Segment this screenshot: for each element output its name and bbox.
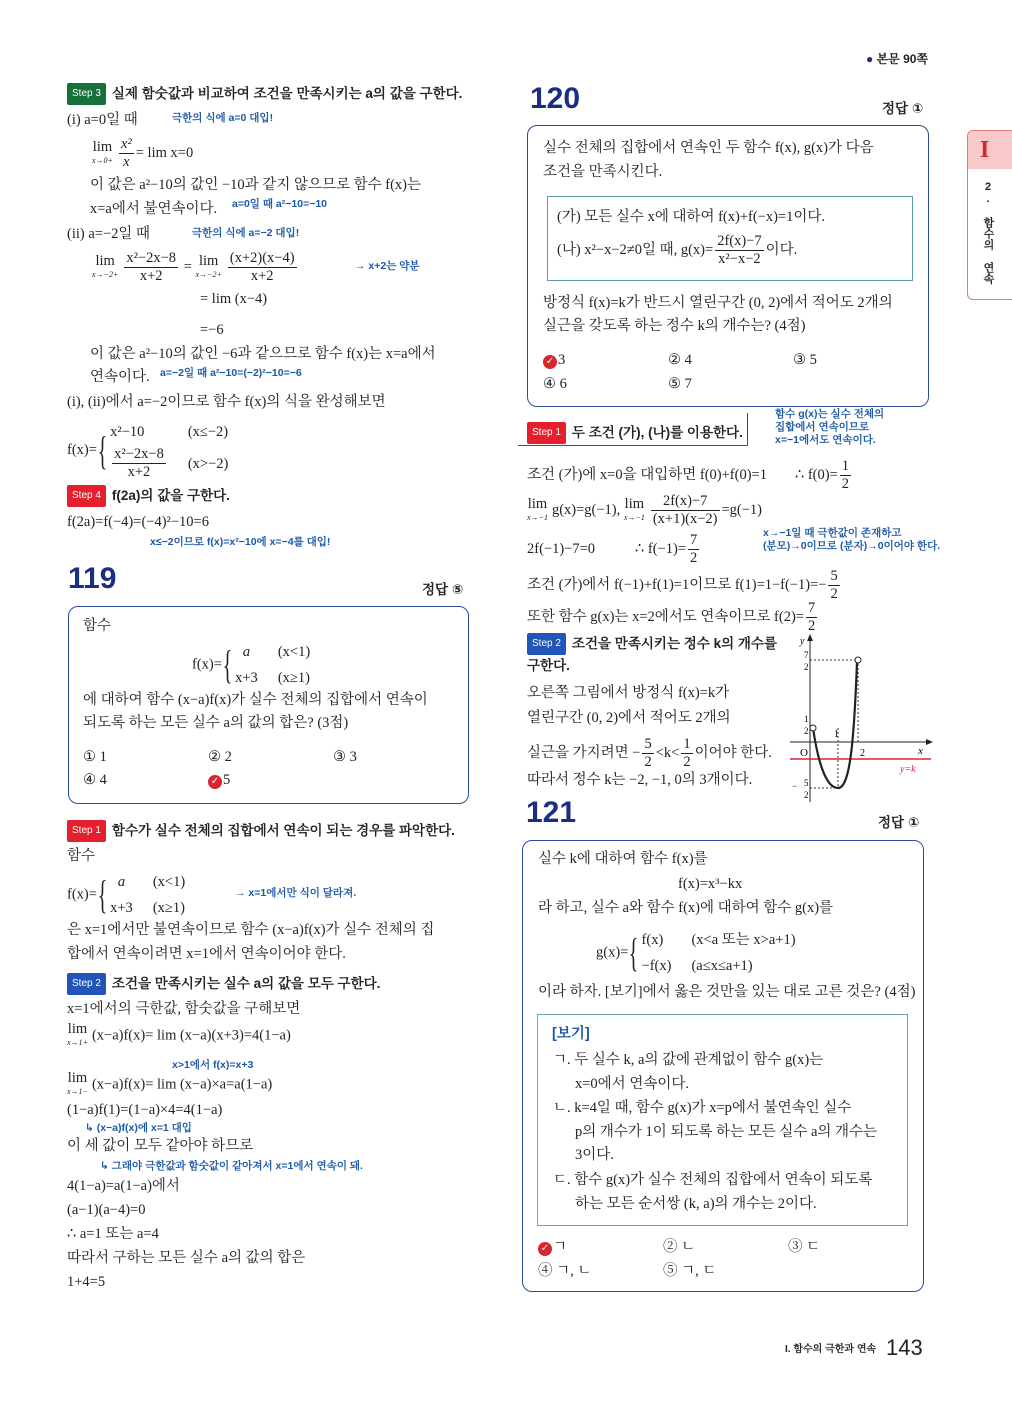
annotation: → x=1에서만 식이 달라져.	[235, 887, 357, 899]
denominator: x+2	[250, 268, 274, 284]
numerator: 2f(x)−7	[717, 233, 762, 249]
numerator: x²−2x−8	[126, 250, 177, 266]
text-line: ∴ a=1 또는 a=4	[67, 1226, 159, 1242]
lim: lim	[92, 138, 113, 155]
lim-sub: x→−1	[527, 512, 548, 522]
denominator: 2	[644, 754, 652, 770]
piecewise-function: f(x)={ a (x<1) x+3 (x≥1)	[192, 638, 330, 692]
bogi-item: 3이다.	[575, 1147, 614, 1163]
question-text: 이라 하자. [보기]에서 옳은 것만을 있는 대로 고른 것은? (4점)	[538, 984, 916, 1000]
limit-expression	[67, 1022, 291, 1050]
text: ∴ f(−1)=	[635, 540, 686, 557]
lim: lim	[67, 1070, 88, 1086]
case-cond: (x≥1)	[152, 900, 185, 916]
question-text: 실수 전체의 집합에서 연속인 두 함수 f(x), g(x)가 다음	[543, 140, 874, 156]
text-line: 연속이다.	[90, 369, 150, 385]
lhs: f(x)=	[67, 886, 97, 903]
step-badge: Step 1	[67, 820, 106, 842]
choice-2[interactable]: ② ㄴ	[663, 1239, 696, 1255]
page-reference	[866, 50, 928, 67]
limit-expression	[527, 493, 762, 528]
case-cond: (x≤−2)	[187, 424, 229, 440]
text-line	[527, 532, 701, 567]
annotation-line: 집합에서 연속이므로	[775, 421, 870, 433]
tick-neg: −	[792, 781, 798, 791]
text: 조건 (가)에서 f(−1)+f(1)=1이므로 f(1)=1−f(−1)=−	[527, 576, 827, 593]
annotation: → x+2는 약분	[355, 260, 420, 272]
case-expr: x+3	[235, 670, 258, 686]
y-label: y	[800, 636, 805, 647]
choice-label: ㄱ	[553, 1239, 568, 1255]
question-text: 에 대하여 함수 (x−a)f(x)가 실수 전체의 집합에서 연속이	[83, 692, 428, 708]
problem-number: 121	[526, 796, 577, 829]
bogi-item: x=0에서 연속이다.	[575, 1076, 689, 1092]
denominator: x+2	[127, 464, 151, 480]
step-badge: Step 3	[67, 83, 106, 105]
circle-icon: ●	[866, 52, 874, 66]
expr: g(x)=g(−1),	[551, 501, 621, 518]
lim: lim	[95, 252, 115, 269]
expr: (x−a)f(x)= lim (x−a)(x+3)=4(1−a)	[91, 1027, 291, 1044]
annotation	[763, 527, 940, 553]
lim: lim	[67, 1021, 88, 1037]
step-badge: Step 2	[67, 973, 106, 995]
tick-1-2-num: 1	[804, 714, 809, 724]
open-point	[855, 657, 861, 663]
case-2-heading: (ii) a=−2일 때	[67, 226, 151, 242]
expr: = lim x=0	[135, 144, 194, 161]
bogi-item: ㄷ. 함수 g(x)가 실수 전체의 집합에서 연속이 되도록	[553, 1172, 873, 1188]
condition-b	[557, 233, 797, 268]
case-cond: (x<a 또는 x>a+1)	[691, 932, 796, 948]
denominator: 2	[807, 618, 816, 634]
annotation: a=0일 때 a²−10=−10	[232, 198, 328, 210]
annotation-line: x=−1에서도 연속이다.	[775, 434, 876, 446]
step-title: 조건을 만족시키는 정수 k의 개수를	[571, 636, 778, 651]
tick-1: 1	[834, 729, 839, 740]
tick-5-2-num: 5	[804, 778, 809, 788]
case-cond: (x<1)	[152, 874, 186, 890]
footer-chapter: I. 함수의 극한과 연속	[785, 1344, 877, 1355]
choice-1[interactable]	[538, 1237, 567, 1257]
annotation-line: x→−1일 때 극한값이 존재하고	[763, 527, 902, 539]
tick-7-2-num: 7	[804, 650, 809, 660]
text-line: f(2a)=f(−4)=(−4)²−10=6	[67, 514, 209, 530]
question-text: 라 하고, 실수 a와 함수 f(x)에 대하여 함수 g(x)를	[538, 900, 834, 916]
choice-1[interactable]	[543, 350, 565, 370]
x-arrow-icon	[926, 739, 933, 745]
text-line: 함수	[67, 848, 96, 864]
denominator: x+2	[139, 268, 163, 284]
text-line: 이 값은 a²−10의 값인 −6과 같으므로 함수 f(x)는 x=a에서	[90, 346, 436, 362]
bogi-item: 하는 모든 순서쌍 (k, a)의 개수는 2이다.	[575, 1196, 817, 1212]
step1-heading	[527, 422, 743, 444]
step1-heading	[67, 820, 455, 842]
tick-5-2-den: 2	[804, 790, 809, 800]
text-line: = lim (x−4)	[200, 291, 268, 307]
text-line: (i), (ii)에서 a=−2이므로 함수 f(x)의 식을 완성해보면	[67, 394, 386, 410]
limit-expression	[92, 136, 193, 171]
page-reference-text: 본문 90쪽	[876, 52, 929, 66]
lim-sub: x→−2+	[195, 269, 222, 279]
case-expr: x+3	[110, 900, 133, 916]
question-text: 실근을 갖도록 하는 정수 k의 개수는? (4점)	[543, 318, 806, 334]
text: 이어야 한다.	[694, 744, 772, 761]
annotation: 극한의 식에 a=−2 대입!	[192, 227, 300, 239]
checkmark-icon: ✓	[208, 775, 222, 789]
numerator: x²−2x−8	[114, 446, 164, 462]
answer-label: 정답 ①	[878, 815, 920, 830]
numerator: 7	[689, 532, 698, 548]
text-line: 이 세 값이 모두 같아야 하므로	[67, 1138, 254, 1154]
annotation: x≤−2이므로 f(x)=x²−10에 x=−4를 대입!	[150, 536, 331, 548]
case-cond: (x<1)	[277, 644, 311, 660]
bogi-item: ㄱ. 두 실수 k, a의 값에 관계없이 함수 g(x)는	[553, 1052, 824, 1068]
numerator: x²	[120, 136, 132, 152]
lim-sub: x→1+	[67, 1038, 88, 1047]
x-label: x	[918, 745, 923, 757]
choice-2[interactable]: ② 4	[668, 352, 692, 368]
text: ∴ f(0)=	[794, 466, 838, 483]
piecewise-function: f(x)={ a (x<1) x+3 (x≥1)	[67, 868, 205, 922]
question-text: 방정식 f(x)=k가 반드시 열린구간 (0, 2)에서 적어도 2개의	[543, 295, 893, 311]
lim-sub: x→1−	[67, 1087, 88, 1096]
case-cond: (x>−2)	[187, 455, 229, 472]
case-1-heading: (i) a=0일 때	[67, 112, 138, 128]
step-title: 조건을 만족시키는 실수 a의 값을 모두 구한다.	[111, 976, 381, 991]
y-arrow-icon	[807, 634, 813, 641]
step-badge: Step 1	[527, 422, 566, 444]
lim: lim	[527, 495, 548, 512]
numerator: 1	[841, 458, 849, 474]
denominator: x	[123, 154, 130, 170]
checkmark-icon: ✓	[543, 355, 557, 369]
line-label: y=k	[900, 764, 916, 775]
answer-label: 정답 ①	[882, 101, 924, 116]
annotation: 극한의 식에 a=0 대입!	[172, 112, 274, 124]
numerator: (x+2)(x−4)	[229, 250, 295, 266]
question-text: 실수 k에 대하여 함수 f(x)를	[538, 851, 708, 867]
cases	[108, 418, 248, 483]
function-graph	[786, 632, 936, 804]
bogi-item: ㄴ. k=4일 때, 함수 g(x)가 x=p에서 불연속인 실수	[553, 1100, 852, 1116]
text-line: 1+4=5	[67, 1274, 106, 1290]
choice-4[interactable]: ④ 6	[543, 376, 567, 392]
text-line: 이 값은 a²−10의 값인 −10과 같지 않으므로 함수 f(x)는	[90, 177, 421, 193]
lim-sub: x→−1	[623, 512, 645, 522]
text-line	[527, 736, 772, 771]
text-line: 따라서 정수 k는 −2, −1, 0의 3개이다.	[527, 772, 753, 788]
text: 또한 함수 g(x)는 x=2에서도 연속이므로 f(2)=	[527, 608, 804, 625]
question-text: 함수	[83, 618, 112, 634]
lim: lim	[199, 252, 219, 269]
question-text: 조건을 만족시킨다.	[543, 164, 663, 180]
tick-1-2-den: 2	[804, 726, 809, 736]
chapter-side-tab[interactable]	[967, 130, 1012, 300]
annotation: ↳ 그래야 극한값과 함숫값이 같아져서 x=1에서 연속이 돼.	[100, 1160, 363, 1172]
text: (나) x²−x−2≠0일 때, g(x)=	[557, 241, 714, 258]
choice-2[interactable]: ② 2	[208, 749, 232, 765]
piecewise-function: g(x)={ f(x) (x<a 또는 x>a+1) −f(x) (a≤x≤a+1)	[596, 926, 816, 980]
lim: lim	[624, 495, 645, 512]
step-badge: Step 4	[67, 485, 106, 507]
numerator: 5	[644, 736, 652, 752]
denominator: x²−x−2	[718, 251, 761, 267]
open-point	[810, 725, 816, 731]
step4-heading	[67, 485, 230, 507]
condition-a: (가) 모든 실수 x에 대하여 f(x)+f(−x)=1이다.	[557, 209, 825, 225]
annotation-line: 함수 g(x)는 실수 전체의	[775, 408, 885, 420]
annotation-text: (x−a)f(x)에 x=1 대입	[96, 1122, 192, 1134]
limit-expression	[67, 1071, 272, 1099]
text-line: x=1에서의 극한값, 함숫값을 구해보면	[67, 1001, 301, 1017]
problem-number: 119	[68, 562, 117, 595]
page-number: 143	[886, 1335, 923, 1360]
numerator: 2f(x)−7	[651, 493, 720, 511]
choice-4[interactable]: ④ ㄱ, ㄴ	[538, 1263, 592, 1279]
text: 조건 (가)에 x=0을 대입하면 f(0)+f(0)=1	[527, 466, 767, 483]
case-expr: a	[242, 644, 251, 660]
problem-number: 120	[530, 82, 581, 115]
step-title: 실제 함숫값과 비교하여 조건을 만족시키는 a의 값을 구한다.	[111, 86, 463, 101]
text-line: x=a에서 불연속이다.	[90, 201, 218, 217]
section-title: 2. 함수의 연속	[982, 181, 994, 284]
choice-5[interactable]: ⑤ ㄱ, ㄷ	[663, 1263, 717, 1279]
lhs: f(x)=	[67, 441, 97, 458]
choice-label: 3	[558, 352, 566, 368]
choice-4[interactable]: ④ 4	[83, 772, 107, 788]
case-expr: x²−10	[110, 424, 145, 440]
question-text: 되도록 하는 모든 실수 a의 값의 합은? (3점)	[83, 715, 349, 731]
choice-3[interactable]: ③ 3	[333, 749, 357, 765]
text: 2f(−1)−7=0	[527, 540, 596, 557]
text-line: =−6	[200, 322, 224, 338]
piecewise-function: f(x)={ x²−10 (x≤−2) $\frac{\text{x²−2x−8}}{x+2}$ (x>−2)	[67, 418, 248, 483]
case-expr: −f(x)	[641, 958, 672, 974]
denominator: 2	[841, 476, 849, 492]
step3-heading	[67, 83, 462, 105]
text-line	[527, 568, 842, 603]
annotation: x>1에서 f(x)=x+3	[172, 1059, 254, 1071]
case-expr: f(x)	[641, 932, 664, 948]
bogi-title: [보기]	[552, 1026, 590, 1042]
text: 실근을 가지려면 −	[527, 744, 641, 761]
annotation-text: 그래야 극한값과 함숫값이 같아져서 x=1에서 연속이 돼.	[111, 1160, 363, 1172]
step-title: 함수가 실수 전체의 집합에서 연속이 되는 경우를 파악한다.	[111, 823, 455, 838]
curve	[813, 662, 857, 788]
choice-label: 5	[223, 772, 231, 788]
numerator: 5	[830, 568, 838, 584]
bracket-line	[747, 413, 748, 446]
expr: =g(−1)	[721, 501, 763, 518]
case-cond: (a≤x≤a+1)	[691, 958, 753, 974]
text-line: 합에서 연속이려면 x=1에서 연속이어야 한다.	[67, 946, 346, 962]
bogi-item: p의 개수가 1이 되도록 하는 모든 실수 a의 개수는	[575, 1124, 878, 1140]
checkmark-icon: ✓	[538, 1242, 552, 1256]
choice-3[interactable]: ③ ㄷ	[788, 1239, 821, 1255]
denominator: (x+1)(x−2)	[652, 511, 718, 527]
expr: (x−a)f(x)= lim (x−a)×a=a(1−a)	[91, 1076, 273, 1093]
lim-sub: x→0+	[92, 155, 113, 165]
tick-7-2-den: 2	[804, 662, 809, 672]
step2-heading	[527, 633, 777, 655]
chapter-number: I	[968, 131, 1012, 169]
text-line: 오른쪽 그림에서 방정식 f(x)=k가	[527, 685, 730, 701]
text-line: 은 x=1에서만 불연속이므로 함수 (x−a)f(x)가 실수 전체의 집	[67, 922, 435, 938]
numerator: 7	[807, 600, 816, 616]
annotation: a=−2일 때 a²−10=(−2)²−10=−6	[160, 367, 302, 379]
denominator: 2	[830, 586, 838, 602]
choice-1[interactable]: ① 1	[83, 749, 107, 765]
answer-label: 정답 ⑤	[422, 582, 464, 597]
step-badge: Step 2	[527, 633, 566, 655]
case-cond: (x≥1)	[277, 670, 310, 686]
step-title: 두 조건 (가), (나)를 이용한다.	[571, 425, 743, 440]
choice-5[interactable]: ⑤ 7	[668, 376, 692, 392]
choice-3[interactable]: ③ 5	[793, 352, 817, 368]
step2-heading	[67, 973, 380, 995]
annotation-text: x=1에서만 식이 달라져.	[248, 887, 357, 899]
lhs: f(x)=	[192, 656, 222, 673]
text-line	[527, 600, 819, 635]
text-line: 4(1−a)=a(1−a)에서	[67, 1178, 180, 1194]
limit-expression: lim x→−2+ $\frac{\text{x²−2x−8}}{x+2}$ = lim x→−2+ $\frac{(x+2)(x-4)}{x+2}$	[92, 250, 295, 284]
text-line: (1−a)f(1)=(1−a)×4=4(1−a)	[67, 1102, 223, 1118]
text-line: (a−1)(a−4)=0	[67, 1202, 146, 1218]
origin-label: O	[800, 747, 808, 759]
text: 이다.	[765, 241, 798, 258]
denominator: 2	[689, 550, 698, 566]
text-line	[527, 458, 853, 493]
lhs: g(x)=	[596, 944, 629, 961]
text-line: 열린구간 (0, 2)에서 적어도 2개의	[527, 710, 731, 726]
text: <k<	[655, 744, 680, 761]
choice-5[interactable]	[208, 770, 230, 790]
annotation-line: (분모)→0이므로 (분자)→0이어야 한다.	[763, 540, 941, 552]
annotation	[775, 408, 884, 447]
text-line: 따라서 구하는 모든 실수 a의 값의 합은	[67, 1250, 306, 1266]
lim-sub: x→−2+	[92, 269, 119, 279]
step-title: f(2a)의 값을 구한다.	[111, 488, 230, 503]
step-title-cont: 구한다.	[527, 658, 570, 673]
bracket-line	[518, 445, 748, 446]
tick-2: 2	[860, 748, 865, 759]
denominator: 2	[683, 754, 691, 770]
question-formula: f(x)=x³−kx	[678, 876, 743, 892]
case-expr: a	[117, 874, 126, 890]
numerator: 1	[683, 736, 691, 752]
annotation: ↳ (x−a)f(x)에 x=1 대입	[85, 1122, 192, 1134]
